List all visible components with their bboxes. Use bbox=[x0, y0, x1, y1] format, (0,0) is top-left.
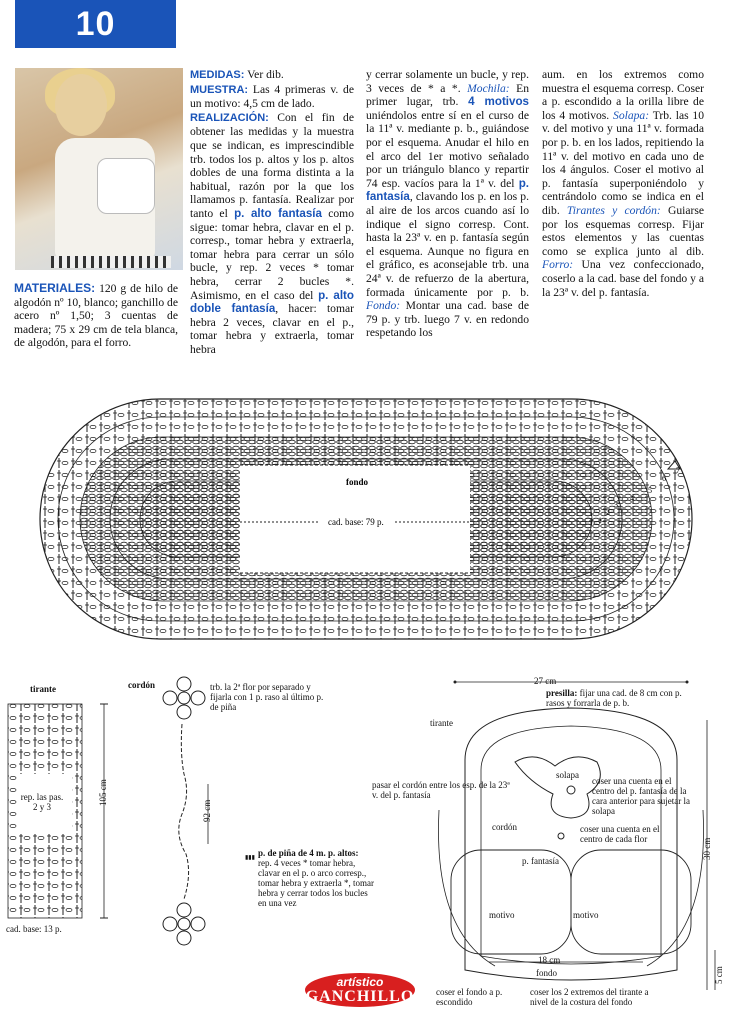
solapa-flower bbox=[515, 757, 600, 818]
tirantes-label: Tirantes y cordón: bbox=[566, 203, 661, 217]
bag-fondo-label: fondo bbox=[536, 968, 557, 978]
muestra-label: MUESTRA: bbox=[190, 83, 249, 96]
realizacion-text-3: , hacer: tomar hebra 2 veces, clavar en el p., tomar hebra y extraerla, tomar hebra bbox=[190, 302, 354, 356]
photo-backpack bbox=[97, 158, 155, 214]
muestra-text: Las 4 primeras v. de un motivo: 4,5 cm de lado. bbox=[190, 82, 354, 111]
coser-fondo-note: coser el fondo a p. escondido bbox=[436, 987, 503, 1007]
row-number: 2 bbox=[606, 508, 610, 517]
presilla-label: presilla: bbox=[546, 688, 578, 698]
realizacion-label: REALIZACIÓN: bbox=[190, 111, 269, 124]
logo-line-2: GANCHILLO bbox=[305, 988, 415, 1005]
fondo-title: fondo bbox=[346, 477, 369, 487]
bag-fantasia-label: p. fantasía bbox=[522, 856, 559, 866]
column-3 bbox=[542, 68, 704, 299]
forro-label: Forro: bbox=[542, 258, 574, 272]
fondo-diagram bbox=[0, 385, 733, 655]
cordon-title: cordón bbox=[128, 680, 155, 690]
logo-line-1: artístico bbox=[336, 975, 384, 989]
cuenta-note-1: coser una cuenta en el centro del p. fantasía de la cara anterior para sujetar la solapa bbox=[592, 776, 690, 816]
column-1 bbox=[190, 68, 354, 356]
bag-solapa-label: solapa bbox=[556, 770, 579, 780]
col2-text-2: En primer lugar, trb. bbox=[366, 81, 529, 109]
column-2 bbox=[366, 68, 529, 340]
row-number: 4 bbox=[630, 494, 634, 503]
fondo-label: Fondo: bbox=[366, 299, 401, 313]
bag-diagram bbox=[425, 670, 725, 1010]
solapa-label: Solapa: bbox=[613, 108, 650, 122]
cuenta-note-2: coser una cuenta en el centro de cada flor bbox=[580, 824, 660, 844]
row-number: 7 bbox=[676, 466, 680, 475]
col3-text-1: aum. en los extremos como muestra el esquema corresp. Coser a p. escondido a la orilla libre de los 4 motivos. bbox=[542, 68, 704, 122]
bag-cordon-label: cordón bbox=[492, 822, 517, 832]
col3-text-2: Trb. las 10 v. del motivo y una 11ª v. formada por p. b. en los lados, repitiendo la 11ª v. del motivo en cada uno de los 4 ángulos. Coser el motivo al p. fantasía superponiéndolo y centrándolo como se indica en el dib. bbox=[542, 108, 704, 217]
mochila-label: Mochila: bbox=[467, 81, 510, 95]
medidas-text: Ver dib. bbox=[247, 68, 284, 81]
row-number: 1 bbox=[598, 516, 602, 525]
tirante-base: cad. base: 13 p. bbox=[6, 924, 62, 934]
col2-text-4: , clavando los p. en los p. al aire de los arcos cuando así lo indique el signo corresp. Cont. hasta la 23ª v. en p. fantasía según el esquema. Aunque no figura en el gráfico, es aconsejable trb. una 24ª v. de refuerzo de la abertura, formada únicamente por p. b. bbox=[366, 190, 529, 299]
col3-text-3: Guiarse por los esquemas corresp. Fijar estos elementos y las cuentas como se explica junto al dib. bbox=[542, 203, 705, 258]
flower-top bbox=[163, 677, 205, 719]
fondo-base-label: cad. base: 79 p. bbox=[328, 517, 384, 527]
motivo-label-2: motivo bbox=[573, 910, 599, 920]
row-number: 5 bbox=[648, 486, 652, 495]
tirante-diagram bbox=[4, 700, 114, 925]
alto-fantasia-term: p. alto fantasía bbox=[234, 206, 322, 220]
pina-symbol: ▮▮▮ bbox=[245, 855, 255, 861]
presilla-block bbox=[546, 688, 696, 708]
row-number: 3 bbox=[614, 500, 618, 509]
tirante-length: 105 cm bbox=[98, 779, 108, 806]
tirante-rep-note: rep. las pas. 2 y 3 bbox=[20, 792, 64, 812]
materials-text: 120 g de hilo de algodón nº 10, blanco; ganchillo de acero nº 1,50; 3 cuentas de madera; 75 x 29 cm de tela blanca, de algodón, para el forro. bbox=[14, 282, 179, 350]
bag-bottom-width: 18 cm bbox=[538, 955, 561, 965]
bag-tirante-label: tirante bbox=[430, 718, 453, 728]
realizacion-text-2: como sigue: tomar hebra, clavar en el p. corresp., tomar hebra y extraerla, tomar hebra para cerrar un sólo bucle, y rep. 2 veces * tomar hebra, cerrar 2 bucles *. Asimismo, en el caso del bbox=[190, 206, 354, 302]
photo-head bbox=[55, 74, 107, 136]
pina-title: p. de piña de 4 m. p. altos: bbox=[258, 848, 359, 858]
materials-label: MATERIALES: bbox=[14, 281, 96, 295]
fantasia-term: p. fantasía bbox=[366, 176, 529, 204]
photo-fringe bbox=[51, 256, 171, 268]
pasar-cordon-note: pasar el cordón entre los esp. de la 23ª v. del p. fantasía bbox=[372, 780, 510, 800]
page-number: 10 bbox=[75, 4, 116, 43]
coser-extremos-note: coser los 2 extremos del tirante a nivel de la costura del fondo bbox=[530, 987, 649, 1007]
realizacion-text: Con el fin de obtener las medidas y la muestra que se indican, es imprescindible trb. todos los p. altos y los p. altos dobles de una forma distinta a la habitual, razón por la que los llamamos p. fantasía. Realizar por tanto el bbox=[190, 110, 354, 220]
bag-depth: 5 cm bbox=[714, 966, 724, 984]
tirante-title: tirante bbox=[30, 684, 56, 694]
row-number: 6 bbox=[662, 474, 666, 483]
pina-text: rep. 4 veces * tomar hebra, clavar en el p. o arco corresp., tomar hebra y extraerla *, tomar hebra y cerrar todos los bucles en una vez bbox=[258, 858, 374, 908]
flower-bottom bbox=[163, 903, 205, 945]
materials-block bbox=[14, 282, 178, 350]
bag-height: 30 cm bbox=[702, 837, 712, 860]
bag-width: 27 cm bbox=[534, 676, 557, 686]
pina-block bbox=[258, 848, 376, 908]
medidas-label: MEDIDAS: bbox=[190, 69, 245, 81]
cordon-length: 92 cm bbox=[202, 799, 212, 822]
col3-text-4: Una vez confeccionado, coserlo a la cad. base del fondo y a la 23ª v. del p. fantasía. bbox=[542, 258, 704, 299]
model-photo bbox=[15, 68, 183, 270]
motivo-label-1: motivo bbox=[489, 910, 515, 920]
motivos-term: 4 motivos bbox=[468, 95, 530, 109]
brand-logo bbox=[305, 973, 415, 1007]
page-number-box bbox=[15, 0, 176, 48]
cordon-note: trb. la 2ª flor por separado y fijarla con 1 p. raso al último p. de piña bbox=[210, 682, 324, 712]
presilla-text: fijar una cad. de 8 cm con p. rasos y forrarla de p. b. bbox=[546, 688, 682, 708]
alto-doble-term: p. alto doble fantasía bbox=[190, 288, 354, 316]
col2-text-3: uniéndolos entre sí en el curso de la 11ª v. mediante p. b., guiándose por el esquema. Anudar el hilo en el arco del 1er motivo señalado por un triángulo blanco y repartir 74 esp. vacíos para la 1ª v. del bbox=[366, 108, 529, 190]
col2-text-5: Montar una cad. base de 79 p. y trb. luego 7 v. en redondo respetando los bbox=[366, 299, 529, 340]
col2-text-1: y cerrar solamente un bucle, y rep. 3 veces de * a *. bbox=[366, 68, 529, 95]
